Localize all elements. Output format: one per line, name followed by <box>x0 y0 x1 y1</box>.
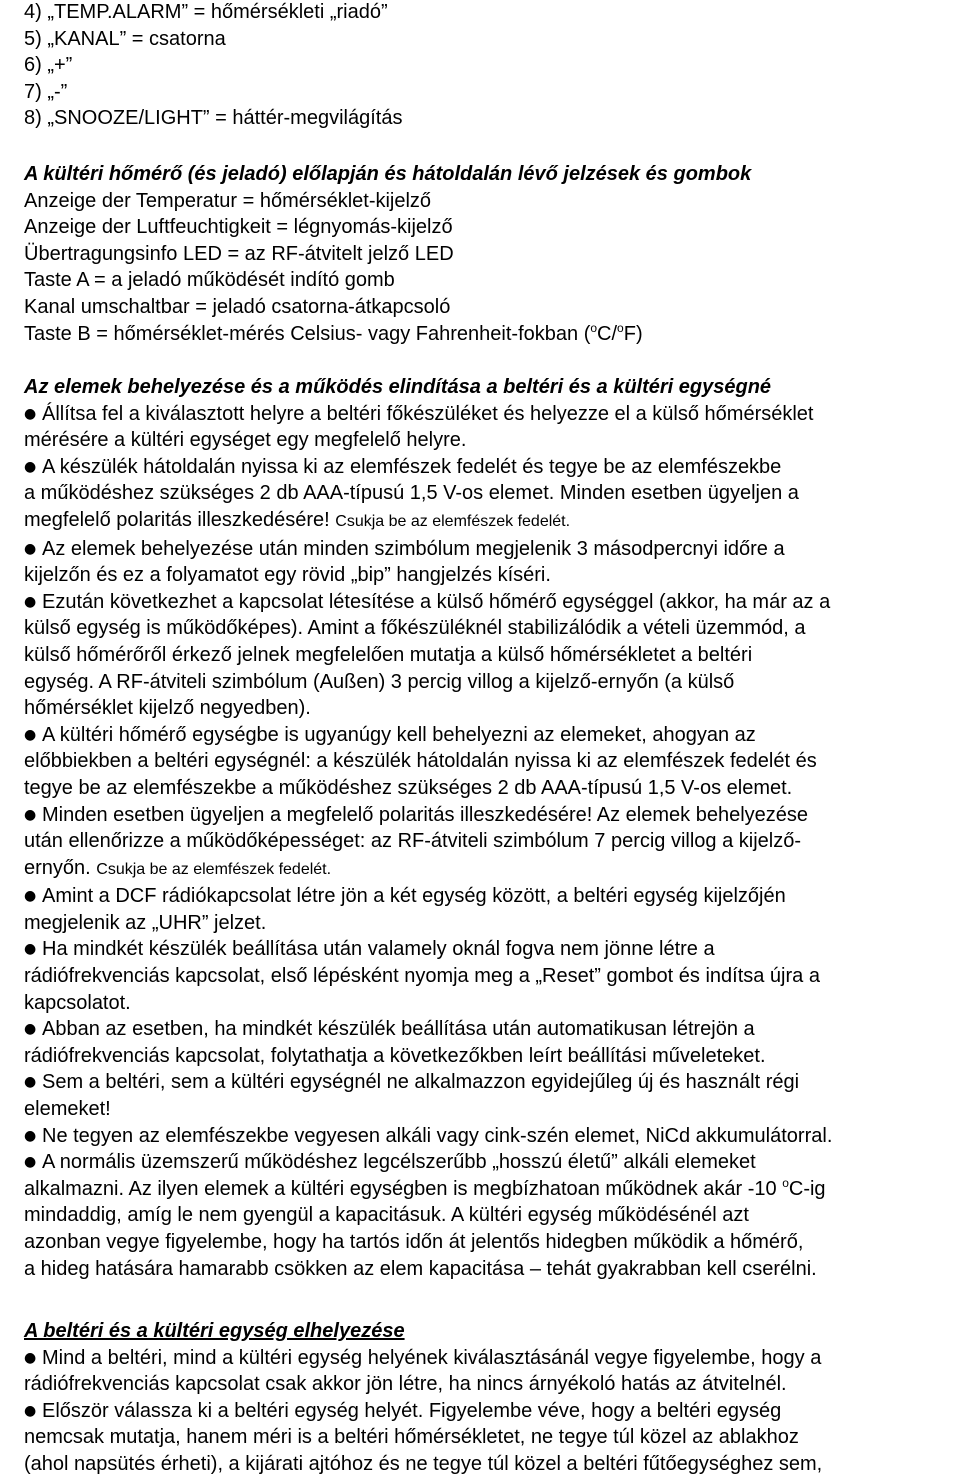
bullet-item: ● Amint a DCF rádiókapcsolat létre jön a két egység között, a beltéri egység kijelzőjén <box>24 883 959 910</box>
bullet-icon: ● <box>24 1154 37 1171</box>
label-item: Taste A = a jeladó működését indító gomb <box>24 269 395 292</box>
bullet-icon: ● <box>24 726 37 743</box>
bullet-item: ● Sem a beltéri, sem a kültéri egységnél ne alkalmazzon egyidejűleg új és használt régi <box>24 1069 959 1096</box>
bullet-icon: ● <box>24 1127 37 1144</box>
bullet-item: ● Állítsa fel a kiválasztott helyre a beltéri főkészüléket és helyezze el a külső hőmérséklet <box>24 401 959 428</box>
bullet-icon: ● <box>24 405 37 422</box>
placement-section: A beltéri és a kültéri egység elhelyezése ● Mind a beltéri, mind a kültéri egység helyének kiválasztásánál vegye figyelembe, hogy a rádiófrekvenciás kapcsolat csak akkor jön létre, ha nincs árnyékoló hatás az átvitelnél. ● Először válassza ki a beltéri egység helyét. Figyelembe véve, hogy a beltéri egység nemcsak mutatja, hanem méri is a beltéri hőmérsékletet, ne tegye túl közel az ablakhoz (ahol napsütés érheti), a kijárati ajtóhoz és ne tegye túl közel a beltéri fűtőegységhez sem, <box>24 1318 959 1478</box>
control-item: 6) „+” <box>24 54 73 77</box>
bullet-item: ● Ne tegyen az elemfészekbe vegyesen alkáli vagy cink-szén elemet, NiCd akkumulátorral. <box>24 1123 959 1150</box>
batteries-section: Az elemek behelyezése és a működés elindítása a beltéri és a kültéri egységné ● Állítsa fel a kiválasztott helyre a beltéri főkészüléket és helyezze el a külső hőmérséklet mérésére a kültéri egységet egy megfelelő helyre. ● A készülék hátoldalán nyissa ki az elemfészek fedelét és tegye be az elemfészekbe a működéshez szükséges 2 db AAA-típusú 1,5 V-os elemet. Minden esetben ügyeljen a megfelelő polaritás illeszkedésére! Csukja be az elemfészek fedelét. ● Az elemek behelyezése után minden szimbólum megjelenik 3 másodpercnyi időre a kijelzőn és ez a folyamatot egy rövid „bip” hangjelzés kíséri. ● Ezután következhet a kapcsolat létesítése a külső hőmérő egységgel (akkor, ha már az a külső egység is működőképes). Amint a főkészüléknél stabilizálódik a vételi üzemmód, a külső hőmérőről érkező jelnek megfelelően mutatja a külső hőmérsékletet a beltéri egység. A RF-átviteli szimbólum (Außen) 3 percig villog a kijelző-ernyőn (a külső hőmérséklet kijelző negyedben). ● A kültéri hőmérő egységbe is ugyanúgy kell behelyezni az elemeket, ahogyan az előbbiekben a beltéri egységnél: a készülék hátoldalán nyissa ki az elemfészek fedelét és tegye be az elemfészekbe a működéshez szükséges 2 db AAA-típusú 1,5 V-os elemet. ● Minden esetben ügyeljen a megfelelő polaritás illeszkedésére! Az elemek behelyezése után ellenőrizze a működőképességet: az RF-átviteli szimbólum 7 percig villog a kijelző- ernyőn. Csukja be az elemfészek fedelét. ● Amint a DCF rádiókapcsolat létre jön a két egység között, a beltéri egység kijelzőjén megjelenik az „UHR” jelzet. ● Ha mindkét készülék beállítása után valamely oknál fogva nem jönne létre a rádiófrekvenciás kapcsolat, első lépésként nyomja meg a „Reset” gombot és indítsa újra a kapcsolatot. ● Abban az esetben, ha mindkét készülék beállítása után automatikusan létrejön a rádiófrekvenciás kapcsolat, folytathatja a következőkben leírt beállítási műveleteket. ● Sem a beltéri, sem a kültéri egységnél ne alkalmazzon egyidejűleg új és használt régi elemeket! ● Ne tegyen az elemfészekbe vegyesen alkáli vagy cink-szén elemet, NiCd akkumulátorral. ● A normális üzemszerű működéshez legcélszerűbb „hosszú életű” alkáli elemeket alkalmazni. Az ilyen elemek a kültéri egységben is megbízhatoan működnek akár -10 $^o$C-ig mindaddig, amíg le nem gyengül a kapacitásuk. A kültéri egység működésénél azt azonban vegye figyelembe, hogy ha tartós időn át jelentős hidegben működik a hőmérő, a hideg hatására hamarabb csökken az elem kapacitása – tehát gyakrabban kell cserélni. <box>24 374 959 1282</box>
bullet-icon: ● <box>24 941 37 958</box>
section-heading: A kültéri hőmérő (és jeladó) előlapján és hátoldalán lévő jelzések és gombok <box>24 163 752 185</box>
control-item: 8) „SNOOZE/LIGHT” = háttér-megvilágítás <box>24 107 403 130</box>
bullet-item: ● A kültéri hőmérő egységbe is ugyanúgy kell behelyezni az elemeket, ahogyan az <box>24 722 959 749</box>
bullet-icon: ● <box>24 1402 37 1419</box>
bullet-icon: ● <box>24 1349 37 1366</box>
bullet-icon: ● <box>24 458 37 475</box>
control-item: 5) „KANAL” = csatorna <box>24 27 226 50</box>
bullet-icon: ● <box>24 806 37 823</box>
bullet-icon: ● <box>24 540 37 557</box>
section-heading: Az elemek behelyezése és a működés elindítása a beltéri és a kültéri egységné <box>24 376 772 398</box>
label-item: Übertragungsinfo LED = az RF-átvitelt jelző LED <box>24 242 454 265</box>
bullet-icon: ● <box>24 888 37 905</box>
bullet-item: ● Abban az esetben, ha mindkét készülék beállítása után automatikusan létrejön a <box>24 1016 959 1043</box>
label-item-taste-b: Taste B = hőmérséklet-mérés Celsius- vagy Fahrenheit-fokban ($^o$C/$^o$F) <box>24 320 643 345</box>
label-item: Anzeige der Temperatur = hőmérséklet-kijelző <box>24 189 432 212</box>
section-heading: A beltéri és a kültéri egység elhelyezése <box>24 1320 405 1342</box>
bullet-item: ● Az elemek behelyezése után minden szimbólum megjelenik 3 másodpercnyi időre a <box>24 536 959 563</box>
controls-list <box>24 0 959 132</box>
bullet-icon: ● <box>24 1074 37 1091</box>
label-item: Anzeige der Luftfeuchtigkeit = légnyomás-kijelző <box>24 216 453 239</box>
outdoor-section <box>24 161 959 347</box>
bullet-icon: ● <box>24 593 37 610</box>
bullet-item: ● Mind a beltéri, mind a kültéri egység helyének kiválasztásánál vegye figyelembe, hogy a <box>24 1345 959 1372</box>
label-item: Kanal umschaltbar = jeladó csatorna-átkapcsoló <box>24 295 451 318</box>
bullet-item: ● A készülék hátoldalán nyissa ki az elemfészek fedelét és tegye be az elemfészekbe <box>24 454 959 481</box>
bullet-icon: ● <box>24 1021 37 1038</box>
control-item: 4) „TEMP.ALARM” = hőmérsékleti „riadó” <box>24 1 388 23</box>
bullet-item: ● Először válassza ki a beltéri egység helyét. Figyelembe véve, hogy a beltéri egység <box>24 1398 959 1425</box>
bullet-item: ● Ha mindkét készülék beállítása után valamely oknál fogva nem jönne létre a <box>24 936 959 963</box>
bullet-item: ● Minden esetben ügyeljen a megfelelő polaritás illeszkedésére! Az elemek behelyezése <box>24 802 959 829</box>
control-item: 7) „-” <box>24 80 68 103</box>
bullet-item: ● Ezután következhet a kapcsolat létesítése a külső hőmérő egységgel (akkor, ha már az a <box>24 589 959 616</box>
bullet-item: ● A normális üzemszerű működéshez legcélszerűbb „hosszú életű” alkáli elemeket <box>24 1149 959 1176</box>
